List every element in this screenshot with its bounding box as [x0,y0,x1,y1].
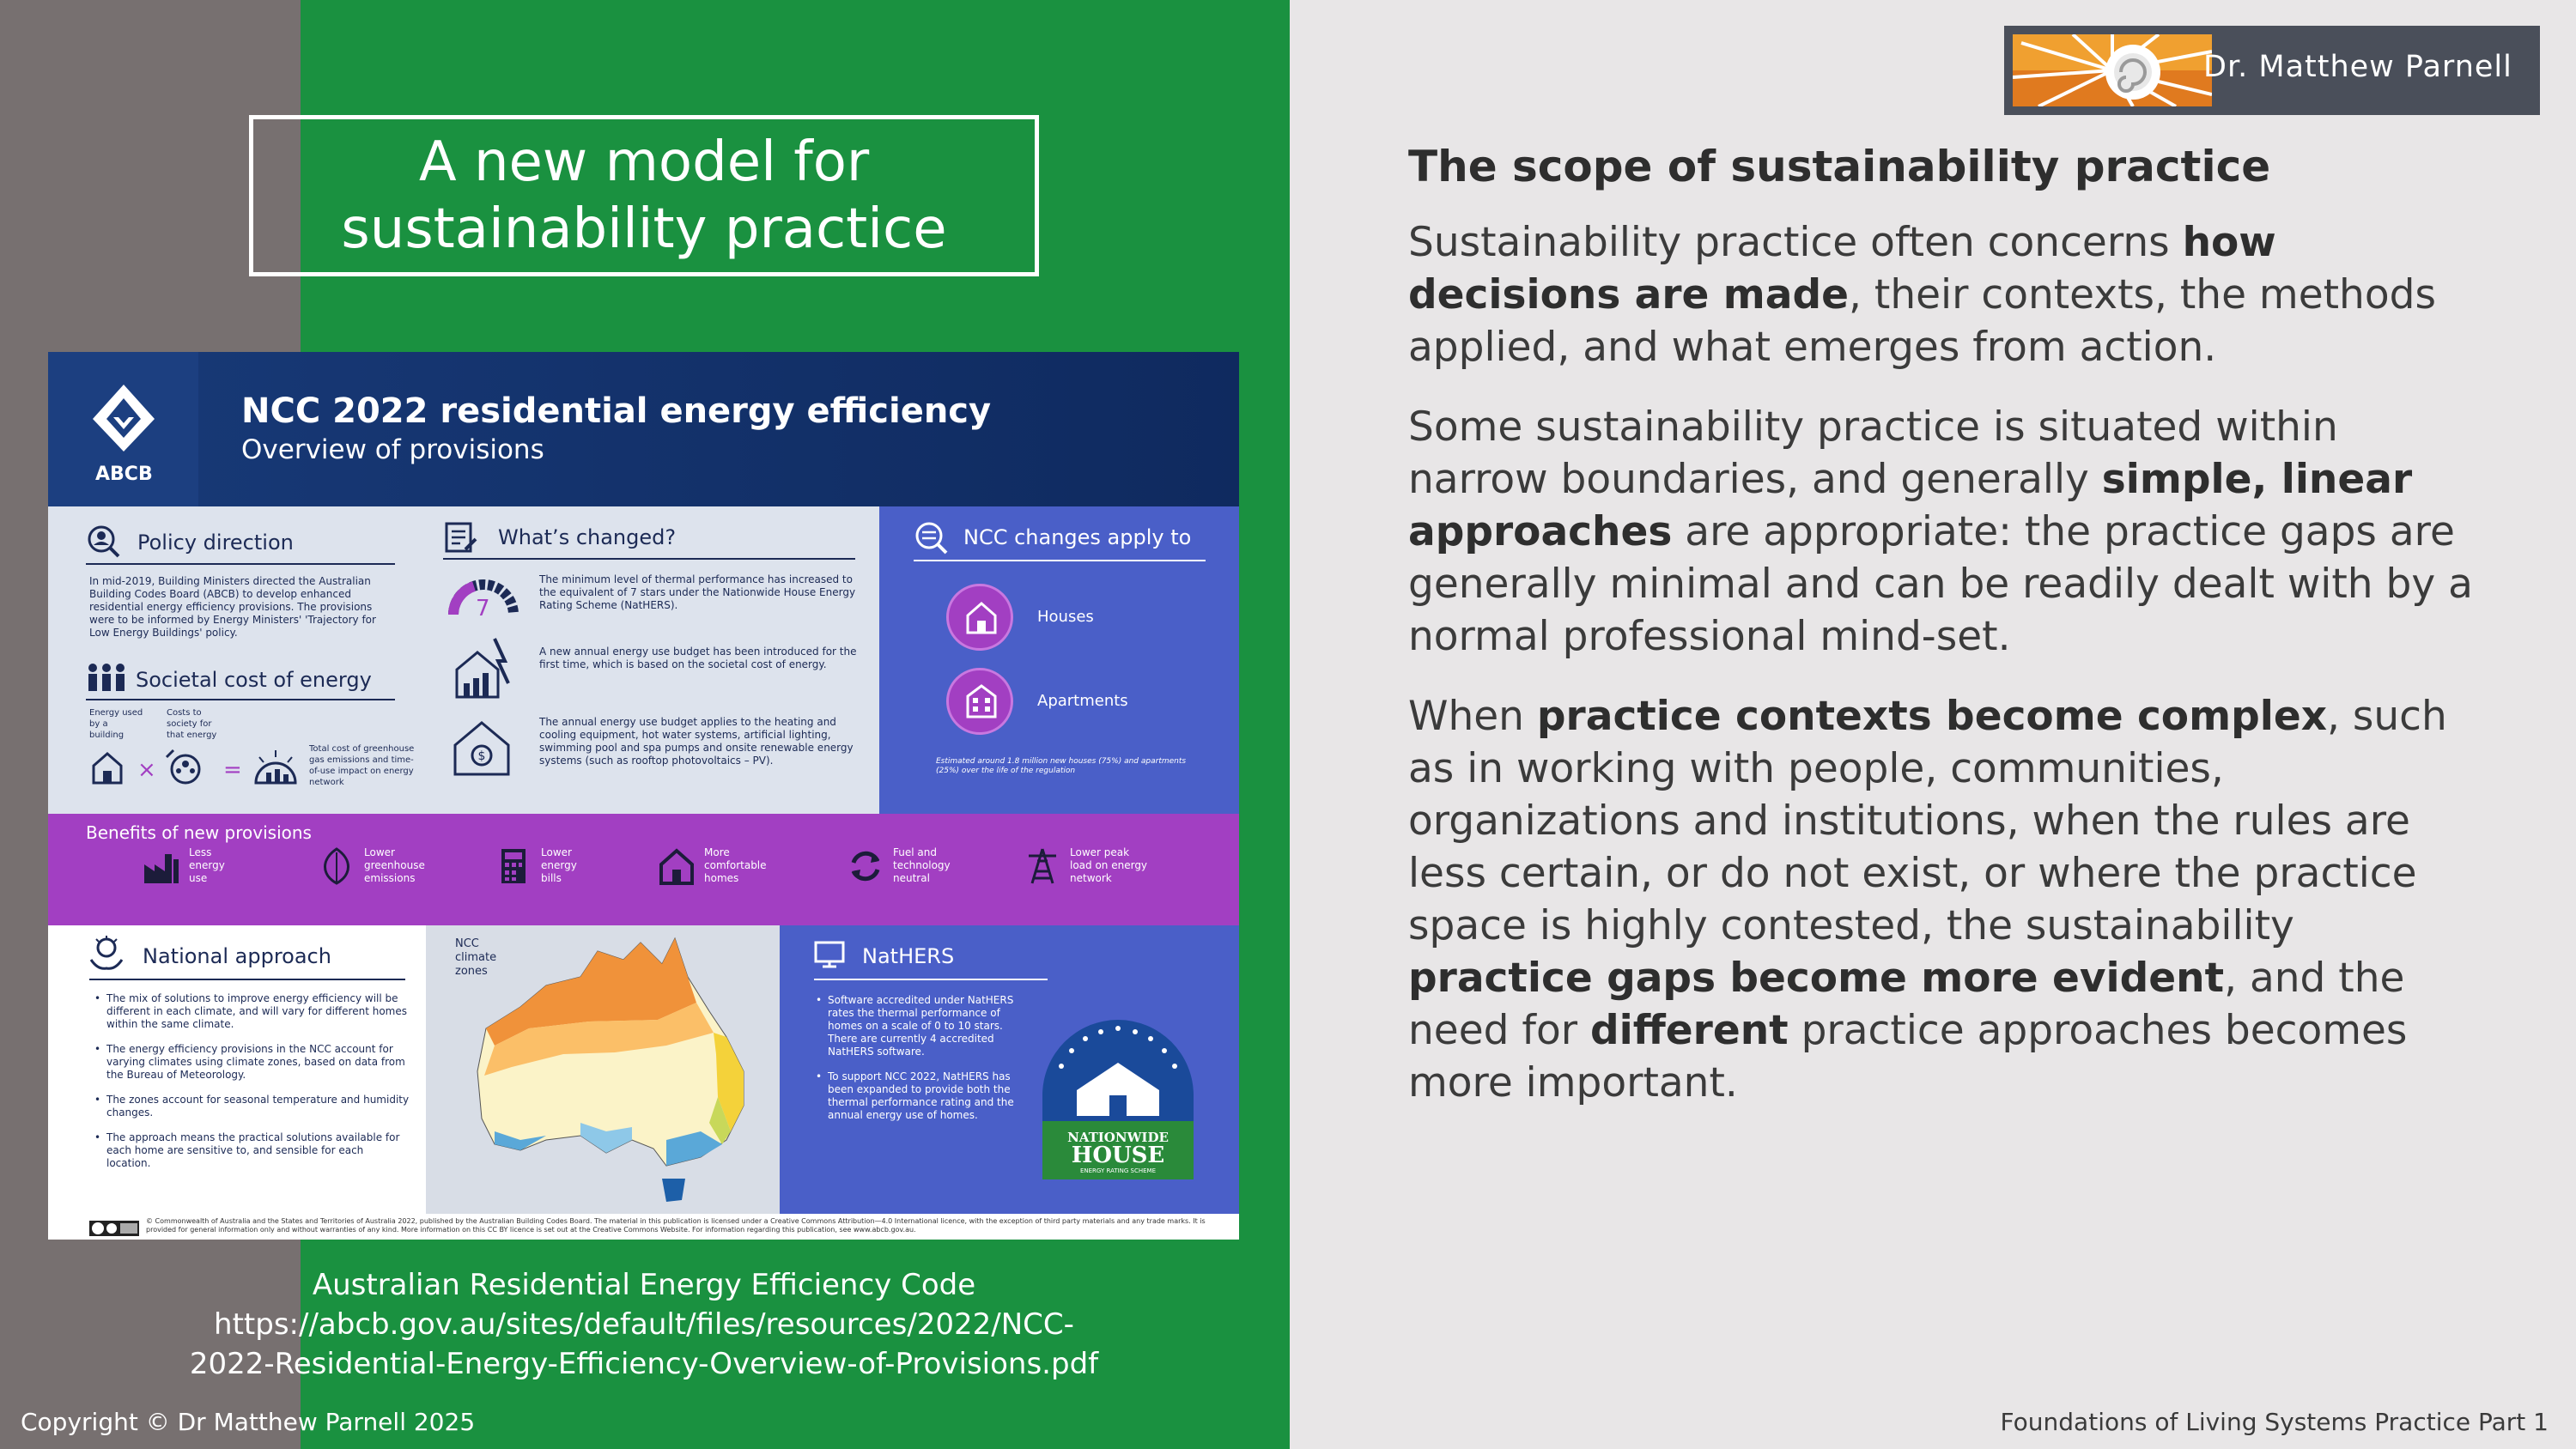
benefit-label: Fuel and technology neutral [893,846,951,884]
globe-hand-icon [89,936,124,972]
equals-sign: = [223,757,242,783]
societal-label-a: Energy used by a building [89,708,143,740]
money-house-icon [452,719,512,776]
apply-rule [914,560,1206,561]
leaf-icon [318,847,355,885]
svg-text:$: $ [477,749,486,763]
infographic-footer [48,1214,1239,1240]
nathers-logo-line1: NATIONWIDE [1067,1130,1169,1145]
infographic-license: © Commonwealth of Australia and the States and Territories of Australia 2022, published by the Australian Building Codes Board. The material in this publication is licensed under a Creative Commons Attribution—4.0 International licence, with the exception of third party materials and any trade marks. It is provided for general information only and without warranties of any kind. More information on this CC BY licence is set out at the Creative Commons Website. For information regarding this publication, see www.abcb.gov.au. [146,1217,1206,1234]
societal-label-c: Total cost of greenhouse gas emissions and time-of-use impact on energy network [309,744,415,787]
brand-name: Dr. Matthew Parnell [2203,50,2512,84]
search-person-icon [86,524,120,558]
societal-label-b: Costs to society for that energy [167,708,217,740]
apply-houses: Houses [1037,608,1094,626]
changed-item-2: A new annual energy use budget has been introduced for the first time, which is based on the societal cost of energy. [539,646,857,670]
home-icon [658,847,696,885]
house-icon [91,750,124,785]
caption-line1: Australian Residential Energy Efficiency Code [312,1268,976,1302]
society-coin-icon [163,747,203,786]
body-paragraph-3: When practice contexts become complex, such as in working with people, communities, organizations and institutions, when the rules are less certain, or do not exist, or where the practice space is highly contested, the sustainability practice gaps become more evident, and the need for different practice approaches becomes more important. [1408,693,2447,1106]
national-list [93,992,410,1182]
caption-url-line2[interactable]: 2022-Residential-Energy-Efficiency-Overview-of-Provisions.pdf [189,1347,1099,1381]
benefit-label: Lower energy bills [541,846,577,884]
benefit-item [847,846,951,885]
body-paragraph-1: Sustainability practice often concerns how decisions are made, their contexts, the methods applied, and what emerges from action. [1408,219,2436,371]
changed-item-3: The annual energy use budget applies to the heating and cooling equipment, hot water systems, artificial lighting, swimming pool and spa pumps and onsite renewable energy systems (such as rooftop photovoltaics – PV). [539,716,854,767]
apply-note: Estimated around 1.8 million new houses (75%) and apartments (25%) over the life of the regulation [936,757,1187,775]
benefit-label: Lower greenhouse emissions [364,846,425,884]
copyright: Copyright © Dr Matthew Parnell 2025 [21,1408,476,1436]
benefit-item [658,846,767,885]
national-panel [48,925,426,1214]
national-item: • The energy efficiency provisions in the NCC account for varying climates using climate zones, based on data from the Bureau of Meteorology. [93,1043,410,1082]
benefit-item [318,846,425,885]
infographic-title: NCC 2022 residential energy efficiency [241,391,992,431]
abcb-logo-block [48,352,198,506]
brand-logo-icon [2013,34,2212,106]
apartments-circle [946,668,1013,735]
nathers-item: • Software accredited under NatHERS rates the thermal performance of homes on a scale of 0 to 10 stars. There are currently 4 accredited NatHERS software. [814,994,1029,1058]
abcb-infographic [48,352,1239,1240]
benefit-item [143,846,225,885]
changed-heading: What’s changed? [498,525,677,549]
cc-by-icon [89,1221,139,1236]
abcb-label: ABCB [95,464,153,485]
climate-map-panel [426,925,780,1214]
slide-body [1408,137,2490,1137]
benefits-heading: Benefits of new provisions [86,822,312,843]
calculator-icon [495,847,532,885]
apply-apartments: Apartments [1037,692,1128,710]
benefit-item [1024,846,1147,885]
changed-item-1: The minimum level of thermal performance has increased to the equivalent of 7 stars under the Nationwide House Energy Rating Scheme (NatHERS). [539,573,856,611]
course-title: Foundations of Living Systems Practice Part 1 [2000,1408,2549,1436]
changed-rule [443,558,855,560]
nathers-logo-line3: ENERGY RATING SCHEME [1079,1167,1157,1174]
slide-title: A new model for sustainability practice [341,130,947,261]
source-caption [129,1265,1159,1384]
policy-panel [48,506,879,814]
societal-heading: Societal cost of energy [136,668,372,692]
policy-text: In mid-2019, Building Ministers directed the Australian Building Codes Board (ABCB) to develop enhanced residential energy efficiency provisions. The provisions were to be informed by Energy Ministers' 'Trajectory for Low Energy Buildings' policy. [89,575,376,639]
australia-map [460,925,778,1209]
people-icon [86,663,127,694]
star-value: 7 [476,596,490,621]
caption-url-line1[interactable]: https://abcb.gov.au/sites/default/files/resources/2022/NCC- [214,1307,1074,1342]
times-sign: × [137,757,156,783]
infographic-subtitle: Overview of provisions [241,434,544,465]
monitor-icon [814,941,845,968]
benefit-label: Lower peak load on energy network [1070,846,1148,884]
houses-icon [964,600,999,634]
energy-house-icon [452,635,517,700]
national-heading: National approach [143,944,331,968]
nathers-list [814,994,1029,1134]
policy-heading: Policy direction [137,530,294,555]
apartments-icon [964,684,999,718]
benefit-item [495,846,577,885]
national-rule [89,979,405,980]
pylon-icon [1024,847,1061,885]
nathers-heading: NatHERS [862,944,955,968]
nathers-logo-line2: HOUSE [1071,1143,1165,1168]
slide-title-box [249,115,1039,276]
nathers-logo [1042,1020,1194,1179]
national-item: • The approach means the practical solutions available for each home are sensitive to, and sensible for each location. [93,1131,410,1170]
benefit-label: More comfortable homes [704,846,767,884]
nathers-rule [814,979,1048,980]
map-label: NCC climate zones [455,937,497,978]
abcb-logo-icon [91,383,156,453]
cycle-icon [847,847,884,885]
nathers-item: • To support NCC 2022, NatHERS has been expanded to provide both the thermal performance rating and the annual energy use of homes. [814,1070,1029,1122]
policy-rule [86,563,395,565]
houses-circle [946,584,1013,651]
benefits-panel [48,814,1239,925]
search-list-icon [914,520,948,555]
national-item: • The mix of solutions to improve energy efficiency will be different in each climate, and will vary for different homes within the same climate. [93,992,410,1031]
societal-rule [86,699,395,700]
benefit-label: Less energy use [189,846,225,884]
national-item: • The zones account for seasonal temperature and humidity changes. [93,1094,410,1119]
sun-city-icon [251,749,301,786]
apply-heading: NCC changes apply to [963,525,1192,549]
factory-icon [143,847,180,885]
apply-panel [879,506,1239,814]
document-icon [443,520,477,555]
body-paragraph-2: Some sustainability practice is situated within narrow boundaries, and generally simple, linear approaches are appropriate: the practice gaps are generally minimal and can be readily dealt with by a normal professional mind-set. [1408,403,2473,660]
body-heading: The scope of sustainability practice [1408,142,2271,191]
nathers-panel [780,925,1239,1214]
